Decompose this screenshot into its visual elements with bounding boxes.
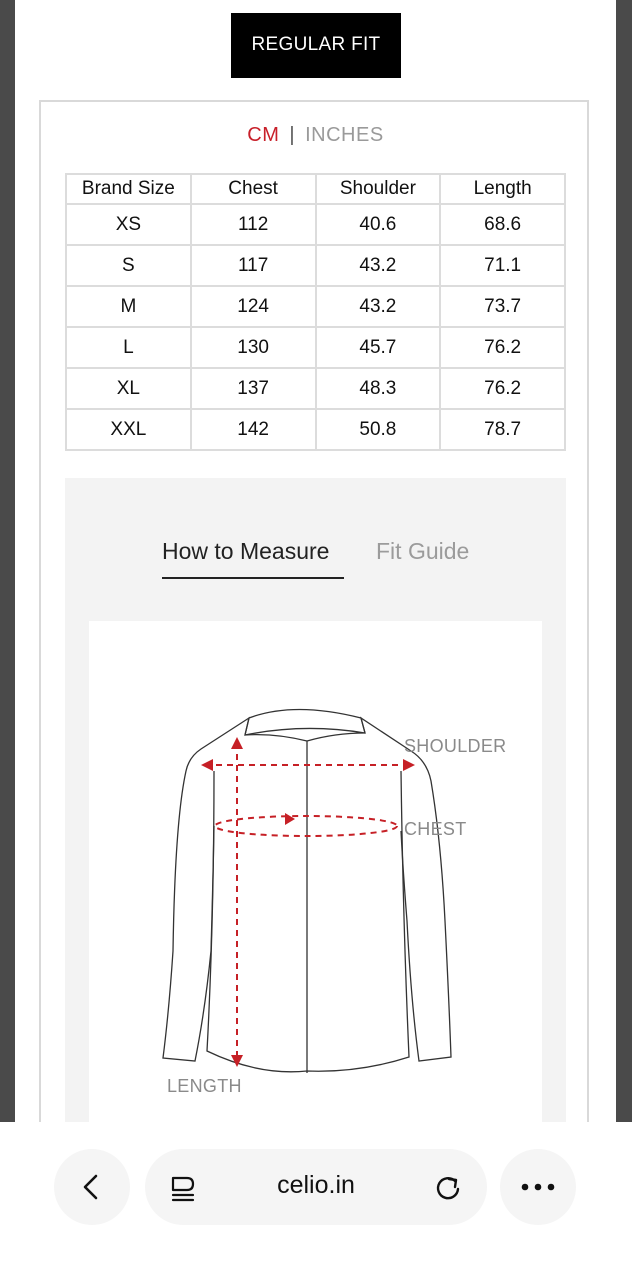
table-cell: 130 — [191, 327, 316, 368]
browser-bottom-bar — [0, 1122, 632, 1280]
table-cell: 76.2 — [440, 327, 565, 368]
table-cell: 73.7 — [440, 286, 565, 327]
table-cell: XL — [66, 368, 191, 409]
regular-fit-tab-underline — [231, 76, 401, 78]
shoulder-label: SHOULDER — [404, 736, 507, 756]
table-cell: 117 — [191, 245, 316, 286]
table-cell: 43.2 — [316, 286, 441, 327]
table-row — [66, 368, 565, 409]
table-cell: 112 — [191, 204, 316, 245]
table-cell: 76.2 — [440, 368, 565, 409]
table-cell: 124 — [191, 286, 316, 327]
reload-icon[interactable] — [433, 1173, 463, 1208]
column-header: Chest — [191, 174, 316, 204]
table-cell: 48.3 — [316, 368, 441, 409]
table-cell: 78.7 — [440, 409, 565, 450]
column-header: Length — [440, 174, 565, 204]
table-cell: S — [66, 245, 191, 286]
chevron-left-icon — [77, 1172, 107, 1202]
measure-lines — [205, 743, 411, 1061]
tab-how-to-measure[interactable]: How to Measure — [162, 538, 330, 564]
table-cell: XS — [66, 204, 191, 245]
table-cell: 40.6 — [316, 204, 441, 245]
unit-inches-option[interactable]: INCHES — [305, 124, 384, 146]
table-cell: 137 — [191, 368, 316, 409]
more-button[interactable] — [500, 1149, 576, 1225]
measure-arrowheads — [201, 737, 415, 1067]
table-row — [66, 409, 565, 450]
table-cell: 43.2 — [316, 245, 441, 286]
column-header: Shoulder — [316, 174, 441, 204]
table-row — [66, 204, 565, 245]
address-bar[interactable] — [145, 1149, 487, 1225]
table-cell: 142 — [191, 409, 316, 450]
unit-cm-option[interactable]: CM — [247, 124, 280, 146]
table-row — [66, 286, 565, 327]
table-cell: 50.8 — [316, 409, 441, 450]
table-cell: 45.7 — [316, 327, 441, 368]
url-text: celio.in — [277, 1171, 355, 1199]
table-cell: L — [66, 327, 191, 368]
unit-separator: | — [289, 124, 296, 146]
chest-label: CHEST — [404, 819, 467, 839]
table-header-row — [66, 174, 565, 204]
unit-toggle — [15, 124, 616, 147]
table-row — [66, 327, 565, 368]
regular-fit-tab[interactable]: REGULAR FIT — [231, 13, 401, 77]
table-cell: 71.1 — [440, 245, 565, 286]
table-cell: XXL — [66, 409, 191, 450]
back-button[interactable] — [54, 1149, 130, 1225]
size-table — [65, 173, 566, 451]
column-header: Brand Size — [66, 174, 191, 204]
table-row — [66, 245, 565, 286]
active-tab-underline — [162, 577, 344, 579]
length-label: LENGTH — [167, 1076, 242, 1096]
more-dots-icon — [520, 1182, 556, 1192]
jacket-diagram-svg — [89, 621, 542, 1125]
tab-fit-guide[interactable]: Fit Guide — [376, 538, 470, 564]
size-chart-sheet — [15, 0, 616, 1125]
table-cell: M — [66, 286, 191, 327]
measure-diagram — [89, 621, 542, 1125]
measure-section — [65, 478, 566, 1125]
table-cell: 68.6 — [440, 204, 565, 245]
